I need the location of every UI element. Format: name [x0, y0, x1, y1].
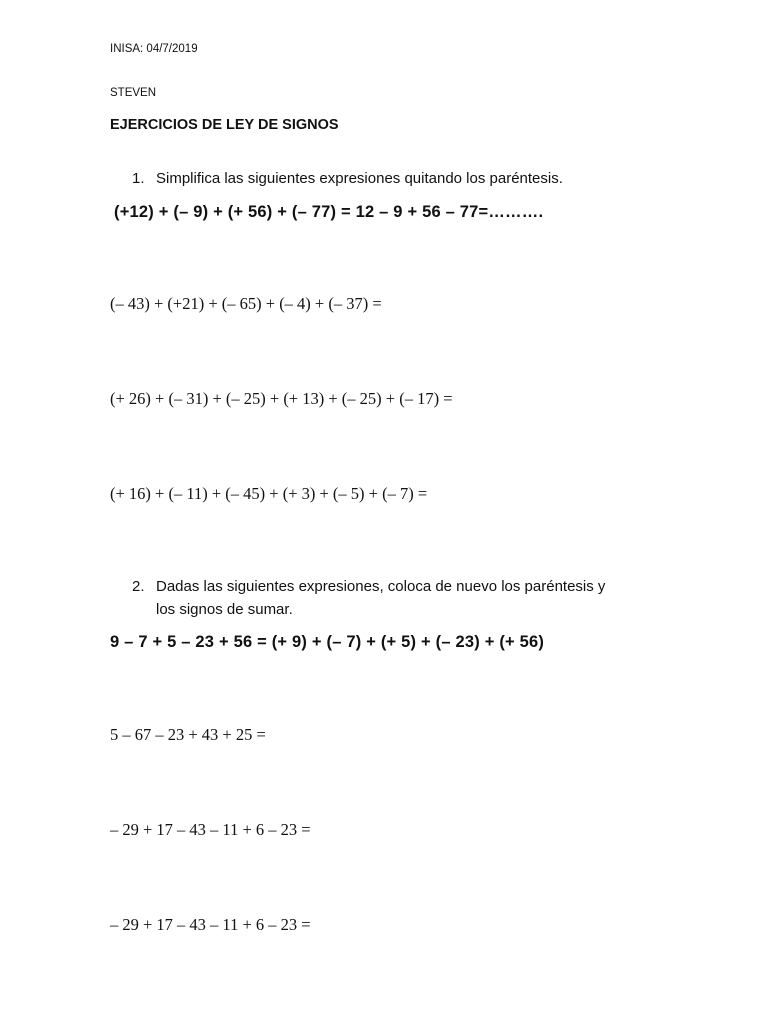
school-date: INISA: 04/7/2019 — [110, 43, 198, 55]
section1-example: (+12) + (– 9) + (+ 56) + (– 77) = 12 – 9 + 56 – 77=………. — [114, 203, 544, 221]
section2-exercise-1: 5 – 67 – 23 + 43 + 25 = — [110, 725, 266, 744]
section1-instruction-text: Simplifica las siguientes expresiones quitando los paréntesis. — [156, 170, 563, 187]
section2-exercise-3: – 29 + 17 – 43 – 11 + 6 – 23 = — [110, 915, 311, 934]
page-title: EJERCICIOS DE LEY DE SIGNOS — [110, 117, 339, 133]
section2-instruction-line1: Dadas las siguientes expresiones, coloca de nuevo los paréntesis y — [156, 578, 606, 595]
section2-exercise-2: – 29 + 17 – 43 – 11 + 6 – 23 = — [110, 820, 311, 839]
section2-number: 2. — [132, 578, 145, 595]
section2-instruction — [132, 578, 605, 595]
section1-exercise-3: (+ 16) + (– 11) + (– 45) + (+ 3) + (– 5) + (– 7) = — [110, 484, 428, 503]
section1-exercise-2: (+ 26) + (– 31) + (– 25) + (+ 13) + (– 25) + (– 17) = — [110, 389, 453, 408]
section2-example: 9 – 7 + 5 – 23 + 56 = (+ 9) + (– 7) + (+ 5) + (– 23) + (+ 56) — [110, 633, 545, 651]
section2-instruction-line2: los signos de sumar. — [156, 601, 293, 618]
section1-number: 1. — [132, 170, 145, 187]
section1-exercise-1: (– 43) + (+21) + (– 65) + (– 4) + (– 37) = — [110, 294, 382, 313]
section1-instruction — [132, 170, 563, 187]
student-name: STEVEN — [110, 87, 157, 99]
